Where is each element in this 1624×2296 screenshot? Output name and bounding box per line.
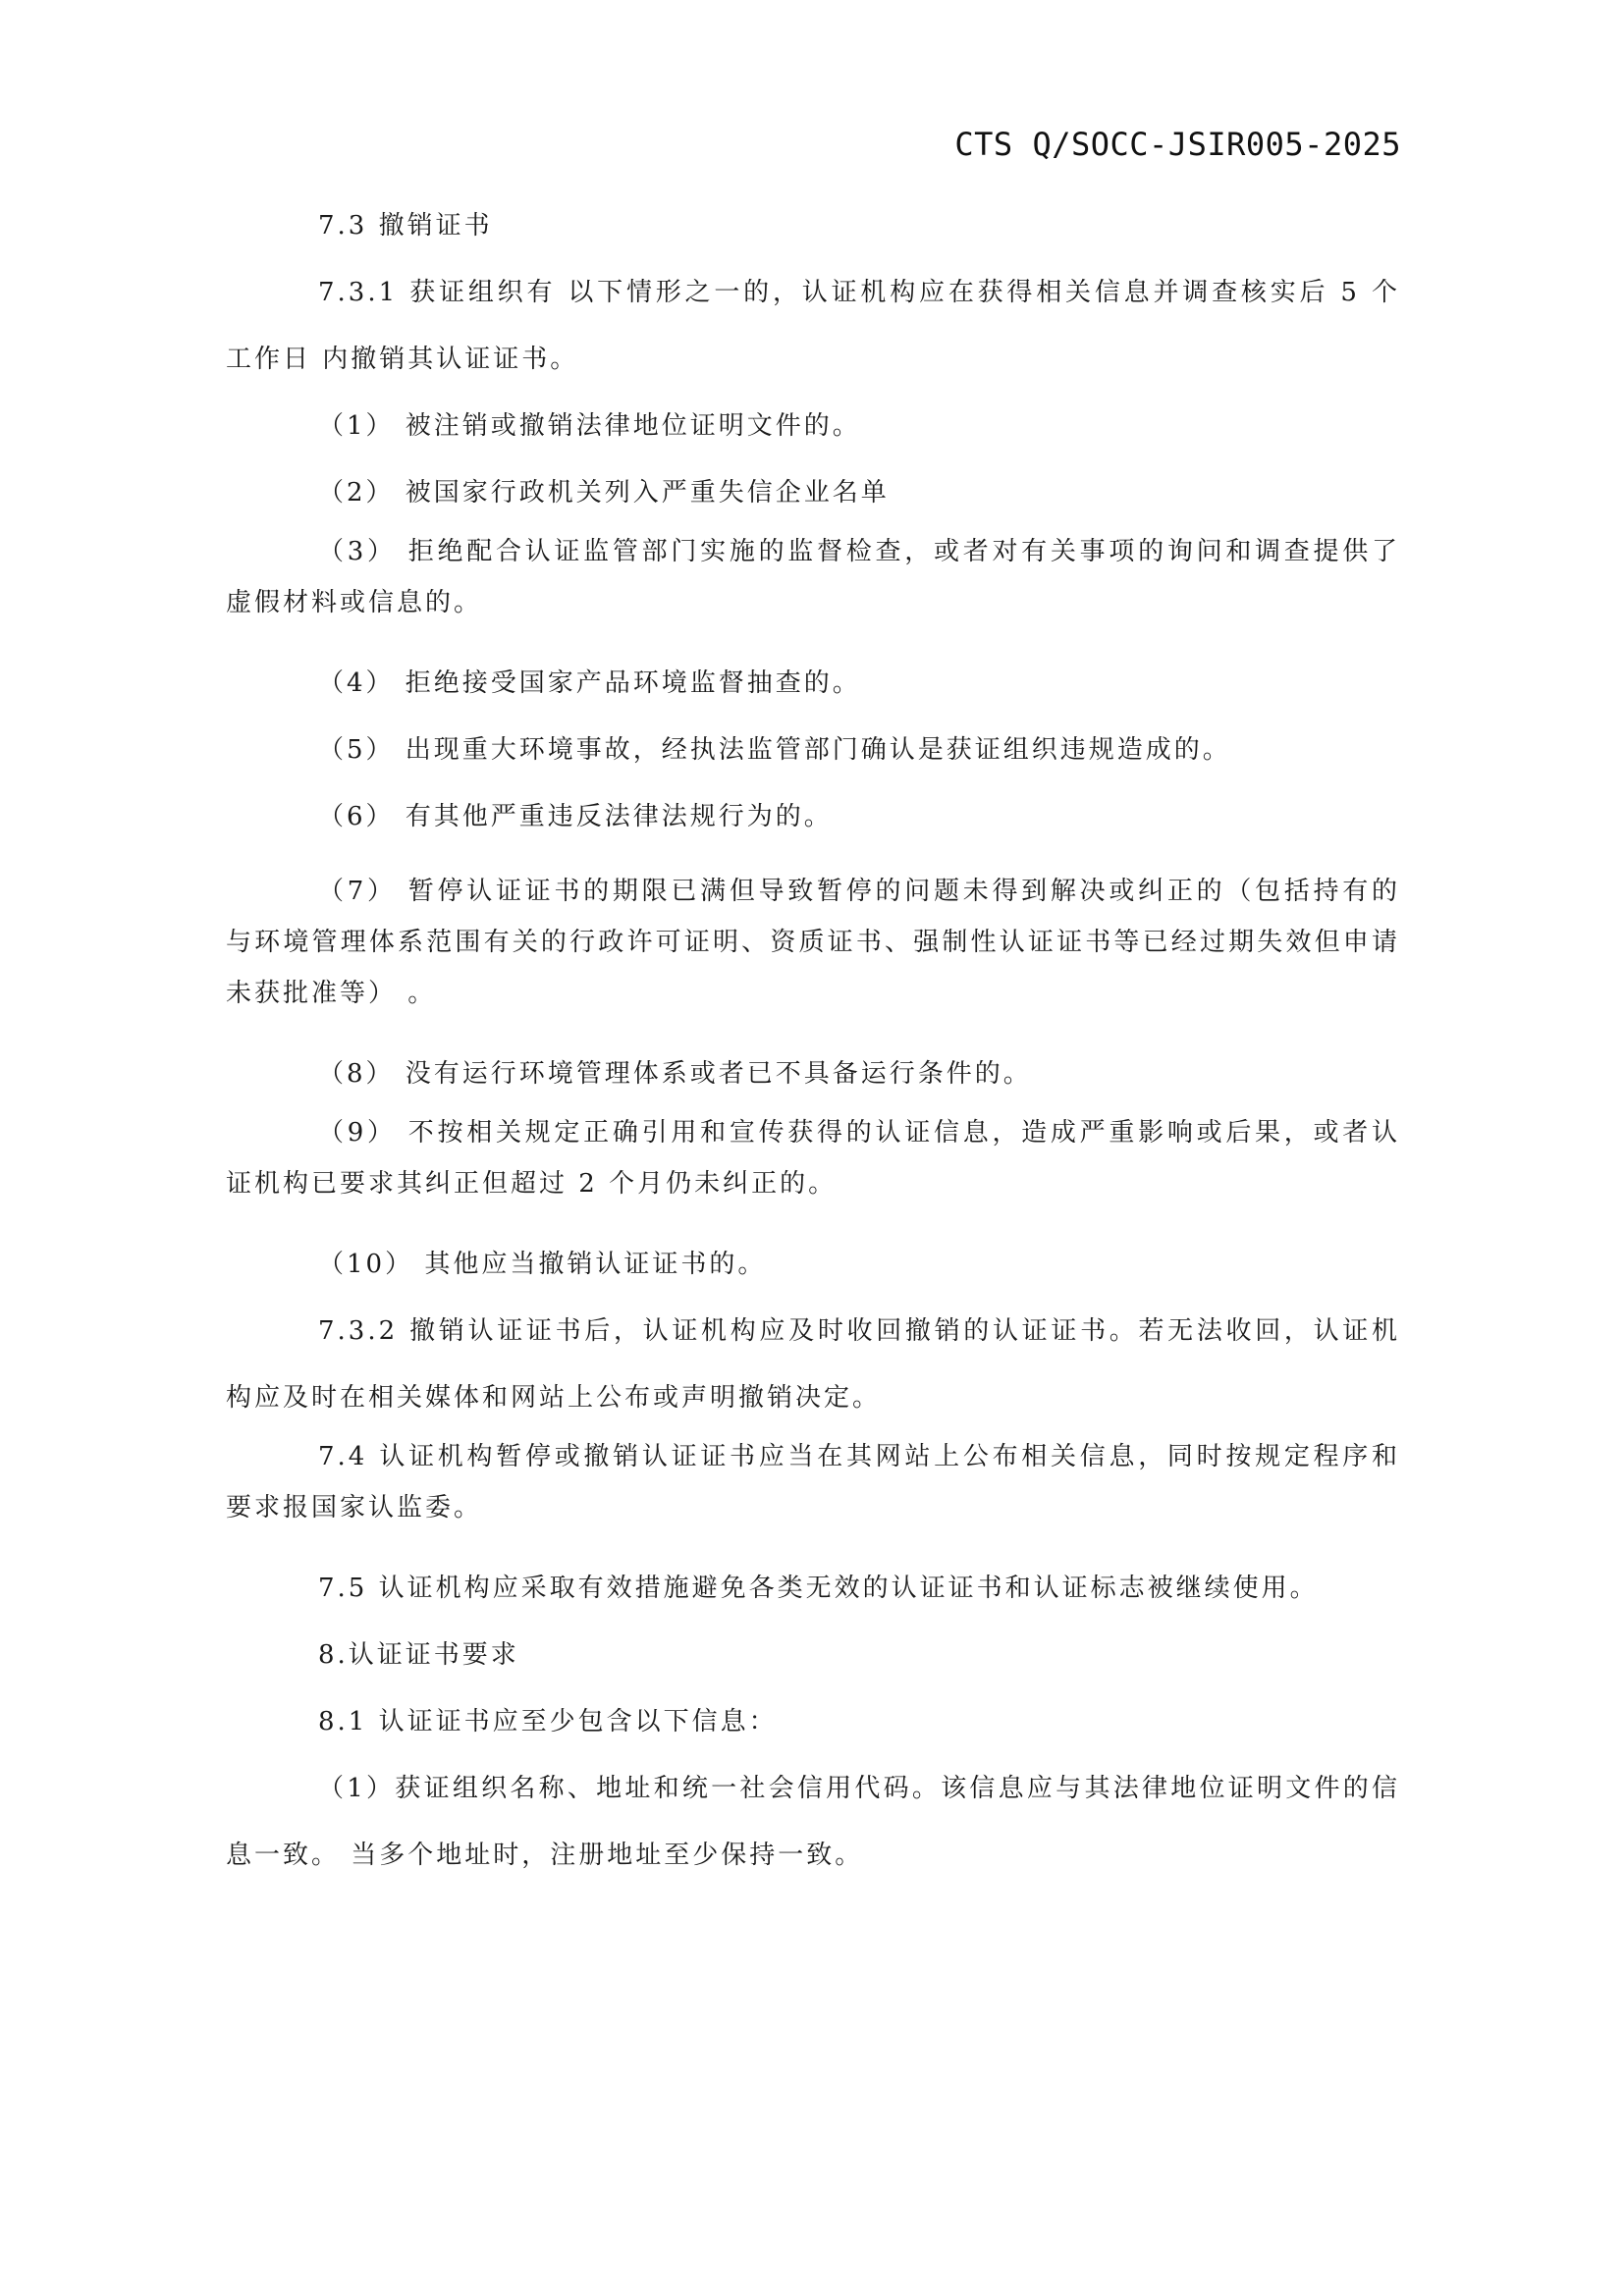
list-item-3: （3） 拒绝配合认证监管部门实施的监督检查，或者对有关事项的询问和调查提供了虚假材料或信息的。 [226, 537, 1400, 617]
list-item-7: （7） 暂停认证证书的期限已满但导致暂停的问题未得到解决或纠正的（包括持有的与环境管理体系范围有关的行政许可证明、资质证书、强制性认证证书等已经过期失效但申请未获批准等） 。 [226, 877, 1400, 1008]
clause-8-1: 8.1 认证证书应至少包含以下信息： [318, 1707, 778, 1736]
clause-7-3-1: 7.3.1 获证组织有 以下情形之一的，认证机构应在获得相关信息并调查核实后 5 个工作日 内撤销其认证证书。 [226, 278, 1400, 374]
clause-7-5: 7.5 认证机构应采取有效措施避免各类无效的认证证书和认证标志被继续使用。 [318, 1574, 1319, 1603]
list-item-1: （1） 被注销或撤销法律地位证明文件的。 [318, 411, 861, 441]
document-body [226, 192, 1400, 1889]
list-item-9: （9） 不按相关规定正确引用和宣传获得的认证信息，造成严重影响或后果，或者认证机构已要求其纠正但超过 2 个月仍未纠正的。 [226, 1118, 1400, 1199]
section-heading-7-3: 7.3 撤销证书 [318, 211, 493, 240]
list-item-6: （6） 有其他严重违反法律法规行为的。 [318, 802, 833, 831]
clause-7-4: 7.4 认证机构暂停或撤销认证证书应当在其网站上公布相关信息，同时按规定程序和要求报国家认监委。 [226, 1442, 1400, 1522]
list-item-4: （4） 拒绝接受国家产品环境监督抽查的。 [318, 668, 861, 698]
list-item-5: （5） 出现重大环境事故，经执法监管部门确认是获证组织违规造成的。 [318, 735, 1231, 765]
list-item-8: （8） 没有运行环境管理体系或者已不具备运行条件的。 [318, 1059, 1032, 1089]
clause-7-3-2: 7.3.2 撤销认证证书后，认证机构应及时收回撤销的认证证书。若无法收回，认证机构应及时在相关媒体和网站上公布或声明撤销决定。 [226, 1316, 1400, 1413]
section-heading-8: 8.认证证书要求 [318, 1640, 519, 1670]
list-item-2: （2） 被国家行政机关列入严重失信企业名单 [318, 478, 890, 507]
document-code: CTS Q/SOCC-JSIR005-2025 [954, 126, 1401, 163]
list-item-10: （10） 其他应当撤销认证证书的。 [318, 1250, 767, 1279]
clause-8-1-item-1: （1）获证组织名称、地址和统一社会信用代码。该信息应与其法律地位证明文件的信息一致。 当多个地址时，注册地址至少保持一致。 [226, 1774, 1400, 1870]
